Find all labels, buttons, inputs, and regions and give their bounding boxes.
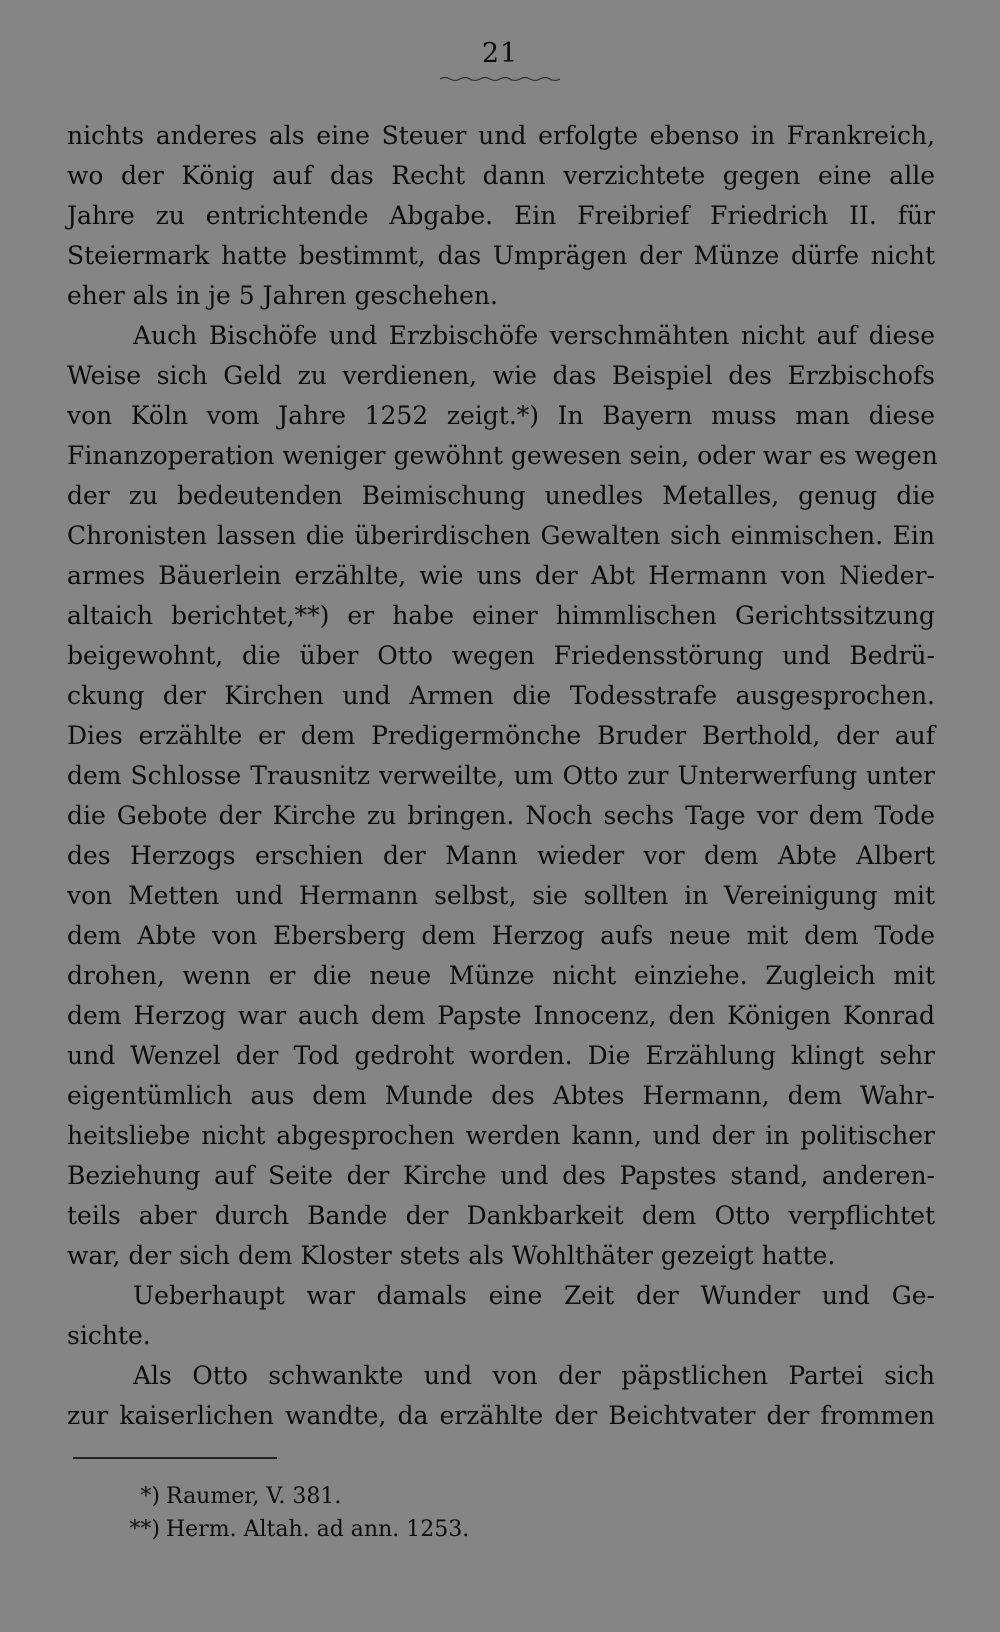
text-line: Dies erzählte er dem Predigermönche Bruder Berthold, der auf [67, 721, 935, 750]
text-line: die Gebote der Kirche zu bringen. Noch sechs Tage vor dem Tode [67, 801, 935, 830]
text-line: eher als in je 5 Jahren geschehen. [67, 281, 498, 310]
decorative-rule [440, 74, 560, 82]
text-line: Als Otto schwankte und von der päpstlichen Partei sich [133, 1361, 935, 1390]
text-line: sichte. [67, 1321, 151, 1350]
page-number: 21 [481, 38, 519, 69]
text-line: von Metten und Hermann selbst, sie sollten in Vereinigung mit [67, 881, 935, 910]
text-line: Steiermark hatte bestimmt, das Umprägen der Münze dürfe nicht [67, 241, 935, 270]
text-line: des Herzogs erschien der Mann wieder vor dem Abte Albert [67, 841, 935, 870]
text-line: dem Schlosse Trausnitz verweilte, um Otto zur Unterwerfung unter [67, 761, 935, 790]
body-text [67, 116, 938, 1436]
footnote-text: Herm. Altah. ad ann. 1253. [166, 1517, 470, 1542]
footnote-mark: **) [129, 1517, 160, 1542]
text-line: nichts anderes als eine Steuer und erfolgte ebenso in Frankreich, [67, 121, 935, 150]
text-line: Finanzoperation weniger gewöhnt gewesen sein, oder war es wegen [67, 441, 938, 470]
text-line: war, der sich dem Kloster stets als Wohlthäter gezeigt hatte. [67, 1241, 836, 1270]
text-line: ckung der Kirchen und Armen die Todesstrafe ausgesprochen. [67, 681, 935, 710]
footnote-text: Raumer, V. 381. [166, 1484, 342, 1509]
text-line: dem Herzog war auch dem Papste Innocenz, den Königen Konrad [67, 1001, 935, 1030]
text-line: Ueberhaupt war damals eine Zeit der Wunder und Ge- [133, 1281, 935, 1310]
text-line: Auch Bischöfe und Erzbischöfe verschmähten nicht auf diese [133, 321, 935, 350]
text-line: der zu bedeutenden Beimischung unedles Metalles, genug die [67, 481, 935, 510]
footnote-divider [73, 1457, 277, 1459]
text-line: Beziehung auf Seite der Kirche und des Papstes stand, anderen- [67, 1161, 935, 1190]
footnote-mark: *) [140, 1484, 160, 1509]
text-line: eigentümlich aus dem Munde des Abtes Hermann, dem Wahr- [67, 1081, 935, 1110]
footnotes [112, 1480, 612, 1546]
text-line: dem Abte von Ebersberg dem Herzog aufs neue mit dem Tode [67, 921, 935, 950]
text-line: Chronisten lassen die überirdischen Gewalten sich einmischen. Ein [67, 521, 935, 550]
text-line: Weise sich Geld zu verdienen, wie das Beispiel des Erzbischofs [67, 361, 935, 390]
text-line: teils aber durch Bande der Dankbarkeit dem Otto verpflichtet [67, 1201, 935, 1230]
text-line: armes Bäuerlein erzählte, wie uns der Abt Hermann von Nieder- [67, 561, 935, 590]
footnote [112, 1513, 612, 1546]
text-line: altaich berichtet,**) er habe einer himmlischen Gerichtssitzung [67, 601, 935, 630]
text-line: beigewohnt, die über Otto wegen Friedensstörung und Bedrü- [67, 641, 935, 670]
footnote [112, 1480, 612, 1513]
text-line: heitsliebe nicht abgesprochen werden kann, und der in politischer [67, 1121, 935, 1150]
text-line: Jahre zu entrichtende Abgabe. Ein Freibrief Friedrich II. für [67, 201, 935, 230]
text-line: wo der König auf das Recht dann verzichtete gegen eine alle [67, 161, 935, 190]
text-line: und Wenzel der Tod gedroht worden. Die Erzählung klingt sehr [67, 1041, 935, 1070]
text-line: drohen, wenn er die neue Münze nicht einziehe. Zugleich mit [67, 961, 935, 990]
text-line: von Köln vom Jahre 1252 zeigt.*) In Bayern muss man diese [67, 401, 935, 430]
text-line: zur kaiserlichen wandte, da erzählte der Beichtvater der frommen [67, 1401, 935, 1430]
